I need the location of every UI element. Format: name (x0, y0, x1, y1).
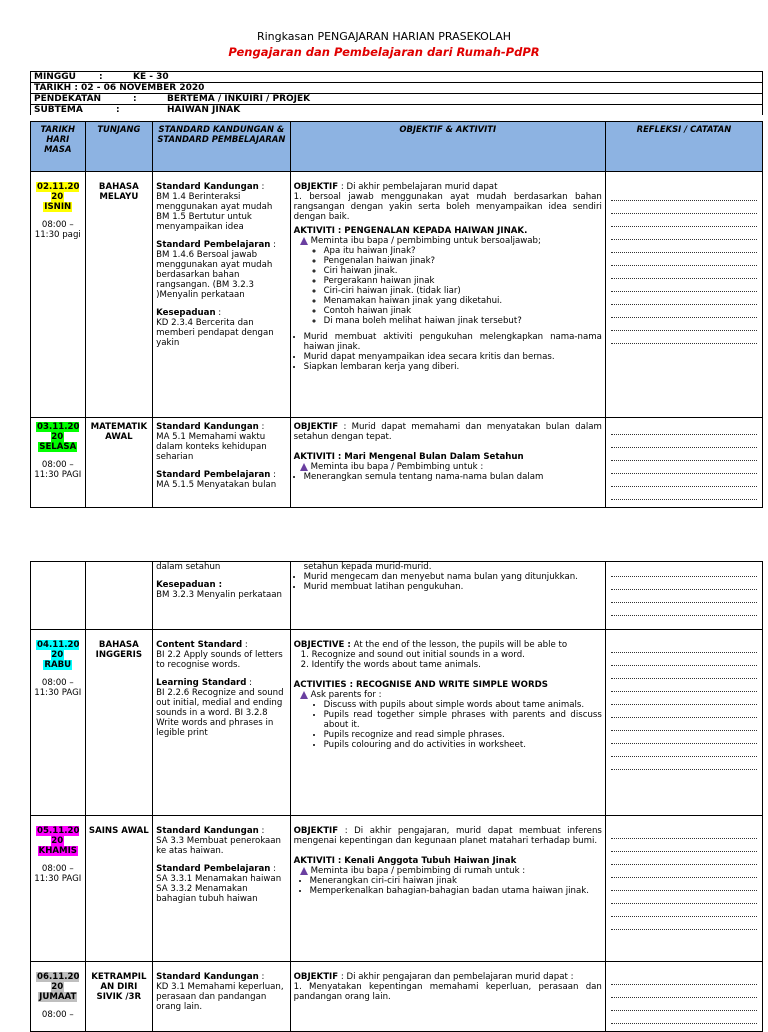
sp-label: Standard Pembelajaran (156, 240, 271, 250)
sk-label: Standard Kandungan (156, 422, 259, 432)
tunjang-cell (85, 562, 153, 630)
sp-label: Standard Pembelajaran (156, 470, 271, 480)
objective-cell: OBJEKTIF : Di akhir pengajaran dan pembelajaran murid dapat : 1. Menyatakan kepentingan memahami keperluan, perasaan dan pandangan orang lain. (290, 962, 605, 1032)
time-label: 08:00 – 11:30 PAGI (34, 678, 82, 698)
kp-label: Kesepaduan : (156, 580, 223, 590)
refleksi-lines (609, 826, 759, 930)
refleksi-lines (609, 564, 759, 616)
sk-text: BM 1.4 Berinteraksi menggunakan ayat mudah BM 1.5 Bertutur untuk menyampaikan idea (156, 192, 273, 232)
sp-text: BI 2.2.6 Recognize and sound out initial, medial and ending sounds in a word. BI 3.2.8 Write words and phrases in legible print (156, 688, 284, 738)
table-header-row (31, 122, 763, 172)
date-highlight: 04.11.20 20 (37, 640, 80, 660)
sp-label: Learning Standard (156, 678, 247, 688)
table-row (31, 630, 763, 816)
meta-tarikh: TARIKH : 02 - 06 NOVEMBER 2020 (31, 82, 762, 93)
hand-pointer-icon (300, 237, 308, 245)
activity-sub-list: • Menerangkan ciri-ciri haiwan jinak • Memperkenalkan bahagian-bahagian badan utama haiwan jinak. (294, 876, 602, 896)
refleksi-cell (605, 418, 762, 508)
refleksi-lines (609, 188, 759, 344)
date-cell (31, 816, 86, 962)
activity-title: AKTIVITI : PENGENALAN KEPADA HAIWAN JINAK. (293, 226, 528, 236)
activity-bullets: • Murid membuat aktiviti pengukuhan melengkapkan nama-nama haiwan jinak. • Murid dapat menyampaikan idea secara kritis dan bernas. • Siapkan lembaran kerja yang diberi. (294, 332, 602, 372)
col-header-refleksi: REFLEKSI / CATATAN (605, 122, 762, 172)
date-highlight: 02.11.20 20 (37, 182, 80, 202)
meta-pendekatan: PENDEKATAN : BERTEMA / INKUIRI / PROJEK (31, 93, 762, 104)
sp-text: MA 5.1.5 Menyatakan bulan (156, 480, 277, 490)
table-row (31, 562, 763, 630)
standard-cell: Standard Kandungan : KD 3.1 Memahami keperluan, perasaan dan pandangan orang lain. (153, 962, 290, 1032)
meta-subtema: SUBTEMA : HAIWAN JINAK (31, 104, 762, 115)
page-title: Ringkasan PENGAJARAN HARIAN PRASEKOLAH (256, 30, 512, 43)
sk-label: Standard Kandungan (156, 826, 259, 836)
col-header-standard: STANDARD KANDUNGAN & STANDARD PEMBELAJARAN (153, 122, 290, 172)
table-row (31, 962, 763, 1032)
refleksi-lines (609, 422, 759, 500)
sp-text: SA 3.3.1 Menamakan haiwan SA 3.3.2 Menamakan bahagian tubuh haiwan (156, 874, 282, 904)
objective-cell: OBJEKTIF : Di akhir pengajaran, murid dapat membuat inferens mengenai kepentingan dan kegunaan planet matahari terhadap bumi. AKTIVITI : Kenali Anggota Tubuh Haiwan Jinak Meminta ibu bapa / pembimbing di rumah untuk : • Menerangkan ciri-ciri haiwan jinak • Memperkenalkan bahagian-bahagian badan utama haiwan jinak. (290, 816, 605, 962)
activity-title: AKTIVITI : Kenali Anggota Tubuh Haiwan Jinak (293, 856, 517, 866)
standard-cell: dalam setahun Kesepaduan : BM 3.2.3 Menyalin perkataan (153, 562, 290, 630)
date-cell (31, 630, 86, 816)
date-cell (31, 418, 86, 508)
tunjang-cell: BAHASA INGGERIS (85, 630, 153, 816)
standard-cell: Standard Kandungan : SA 3.3 Membuat penerokaan ke atas haiwan. Standard Pembelajaran : SA 3.3.1 Menamakan haiwan SA 3.3.2 Menamakan bahagian tubuh haiwan (153, 816, 290, 962)
activity-bullets: • Murid mengecam dan menyebut nama bulan yang ditunjukkan. • Murid membuat latihan pengukuhan. (294, 572, 602, 592)
meta-minggu: MINGGU : KE - 30 (31, 71, 762, 82)
sk-text: SA 3.3 Membuat penerokaan ke atas haiwan. (156, 836, 282, 856)
tunjang-cell: SAINS AWAL (85, 816, 153, 962)
kp-text: KD 2.3.4 Bercerita dan memberi pendapat dengan yakin (156, 318, 274, 348)
sk-text: KD 3.1 Memahami keperluan, perasaan dan pandangan orang lain. (156, 982, 284, 1012)
date-highlight: 03.11.20 20 (37, 422, 80, 442)
standard-cell: Standard Kandungan : BM 1.4 Berinteraksi menggunakan ayat mudah BM 1.5 Bertutur untuk menyampaikan idea Standard Pembelajaran : BM 1.4.6 Bersoal jawab menggunakan ayat mudah berdasarkan bahan rangsangan. (BM 3.2.3 )Menyalin perkataan Kesepaduan : KD 2.3.4 Bercerita dan memberi pendapat dengan yakin (153, 172, 290, 418)
lesson-table-2 (30, 561, 763, 1032)
date-cell (31, 562, 86, 630)
objective-cell: OBJECTIVE : At the end of the lesson, the pupils will be able to 1. Recognize and sound out initial sounds in a word. 2. Identify the words about tame animals. ACTIVITIES : RECOGNISE AND WRITE SIMPLE WORDS Ask parents for : • Discuss with pupils about simple words about tame animals. • Pupils read together simple phrases with parents and discuss about it. • Pupils recognize and read simple phrases. • Pupils colouring and do activities in worksheet. (290, 630, 605, 816)
refleksi-lines (609, 640, 759, 770)
time-label: 08:00 – 11:30 pagi (34, 220, 81, 240)
objective-cell: setahun kepada murid-murid. • Murid mengecam dan menyebut nama bulan yang ditunjukkan. • Murid membuat latihan pengukuhan. (290, 562, 605, 630)
time-label: 08:00 – (41, 1010, 74, 1020)
activity-title: ACTIVITIES : RECOGNISE AND WRITE SIMPLE WORDS (293, 680, 548, 690)
refleksi-cell (605, 562, 762, 630)
date-cell (31, 962, 86, 1032)
lesson-table-1 (30, 121, 763, 508)
day-label: KHAMIS (38, 846, 77, 856)
standard-cell: Content Standard : BI 2.2 Apply sounds of letters to recognise words. Learning Standard : BI 2.2.6 Recognize and sound out initial, medial and ending sounds in a word. BI 3.2.8 Write words and phrases in legible print (153, 630, 290, 816)
time-label: 08:00 – 11:30 PAGI (34, 864, 82, 884)
objective-list: 1. Recognize and sound out initial sounds in a word. 2. Identify the words about tame animals. (294, 650, 602, 670)
day-label: JUMAAT (39, 992, 77, 1002)
date-highlight: 06.11.20 20 (37, 972, 80, 992)
page-subtitle: Pengajaran dan Pembelajaran dari Rumah-PdPR (228, 45, 540, 59)
col-header-objektif: OBJEKTIF & AKTIVITI (290, 122, 605, 172)
activity-title: AKTIVITI : Mari Mengenal Bulan Dalam Setahun (293, 452, 524, 462)
hand-pointer-icon (300, 867, 308, 875)
date-cell (31, 172, 86, 418)
date-highlight: 05.11.20 20 (37, 826, 80, 846)
activity-sub-list: • Discuss with pupils about simple words about tame animals. • Pupils read together simple phrases with parents and discuss about it. • Pupils recognize and read simple phrases. • Pupils colouring and do activities in worksheet. (294, 700, 602, 750)
kp-label: Kesepaduan (156, 308, 216, 318)
objective-cell: OBJEKTIF : Di akhir pembelajaran murid dapat 1. bersoal jawab menggunakan ayat mudah berdasarkan bahan rangsangan dengan yakin serta boleh menyampaikan idea sendiri dengan baik. AKTIVITI : PENGENALAN KEPADA HAIWAN JINAK. Meminta ibu bapa / pembimbing untuk bersoaljawab; ◦ Apa itu haiwan Jinak? ◦ Pengenalan haiwan jinak? ◦ Ciri haiwan jinak. ◦ Pergerakann haiwan jinak ◦ Ciri-ciri haiwan jinak. (tidak liar) ◦ Menamakan haiwan jinak yang diketahui. ◦ Contoh haiwan jinak ◦ Di mana boleh melihat haiwan jinak tersebut? • Murid membuat aktiviti pengukuhan melengkapkan nama-nama haiwan jinak. • Murid dapat menyampaikan idea secara kritis dan bernas. • Siapkan lembaran kerja yang diberi. (290, 172, 605, 418)
kp-text: BM 3.2.3 Menyalin perkataan (156, 590, 282, 600)
day-label: SELASA (39, 442, 77, 452)
activity-sub-list: ◦ Apa itu haiwan Jinak? ◦ Pengenalan haiwan jinak? ◦ Ciri haiwan jinak. ◦ Pergerakann haiwan jinak ◦ Ciri-ciri haiwan jinak. (tidak liar) ◦ Menamakan haiwan jinak yang diketahui. ◦ Contoh haiwan jinak ◦ Di mana boleh melihat haiwan jinak tersebut? (294, 246, 602, 326)
refleksi-cell (605, 962, 762, 1032)
standard-cell: Standard Kandungan : MA 5.1 Memahami waktu dalam konteks kehidupan seharian Standard Pembelajaran : MA 5.1.5 Menyatakan bulan (153, 418, 290, 508)
activity-bullets: • Menerangkan semula tentang nama-nama bulan dalam (294, 472, 602, 482)
hand-pointer-icon (300, 691, 308, 699)
refleksi-lines (609, 972, 759, 1024)
sk-text: MA 5.1 Memahami waktu dalam konteks kehidupan seharian (156, 432, 267, 462)
refleksi-cell (605, 172, 762, 418)
tunjang-cell: KETRAMPIL AN DIRI SIVIK /3R (85, 962, 153, 1032)
day-label: RABU (44, 660, 72, 670)
time-label: 08:00 – 11:30 PAGI (34, 460, 82, 480)
meta-block (30, 71, 763, 115)
sk-label: Content Standard (156, 640, 243, 650)
col-header-tarikh: TARIKH HARI MASA (31, 122, 86, 172)
sk-label: Standard Kandungan (156, 182, 259, 192)
table-row (31, 816, 763, 962)
table-row (31, 172, 763, 418)
objective-cell: OBJEKTIF : Murid dapat memahami dan menyatakan bulan dalam setahun dengan tepat. AKTIVITI : Mari Mengenal Bulan Dalam Setahun Meminta ibu bapa / Pembimbing untuk : • Menerangkan semula tentang nama-nama bulan dalam (290, 418, 605, 508)
sp-text: BM 1.4.6 Bersoal jawab menggunakan ayat mudah berdasarkan bahan rangsangan. (BM 3.2.3 )Menyalin perkataan (156, 250, 273, 300)
sk-label: Standard Kandungan (156, 972, 259, 982)
sk-text: BI 2.2 Apply sounds of letters to recognise words. (156, 650, 283, 670)
tunjang-cell: BAHASA MELAYU (85, 172, 153, 418)
refleksi-cell (605, 630, 762, 816)
table-row (31, 418, 763, 508)
day-label: ISNIN (44, 202, 72, 212)
sp-label: Standard Pembelajaran (156, 864, 271, 874)
hand-pointer-icon (300, 463, 308, 471)
col-header-tunjang: TUNJANG (85, 122, 153, 172)
tunjang-cell: MATEMATIK AWAL (85, 418, 153, 508)
refleksi-cell (605, 816, 762, 962)
